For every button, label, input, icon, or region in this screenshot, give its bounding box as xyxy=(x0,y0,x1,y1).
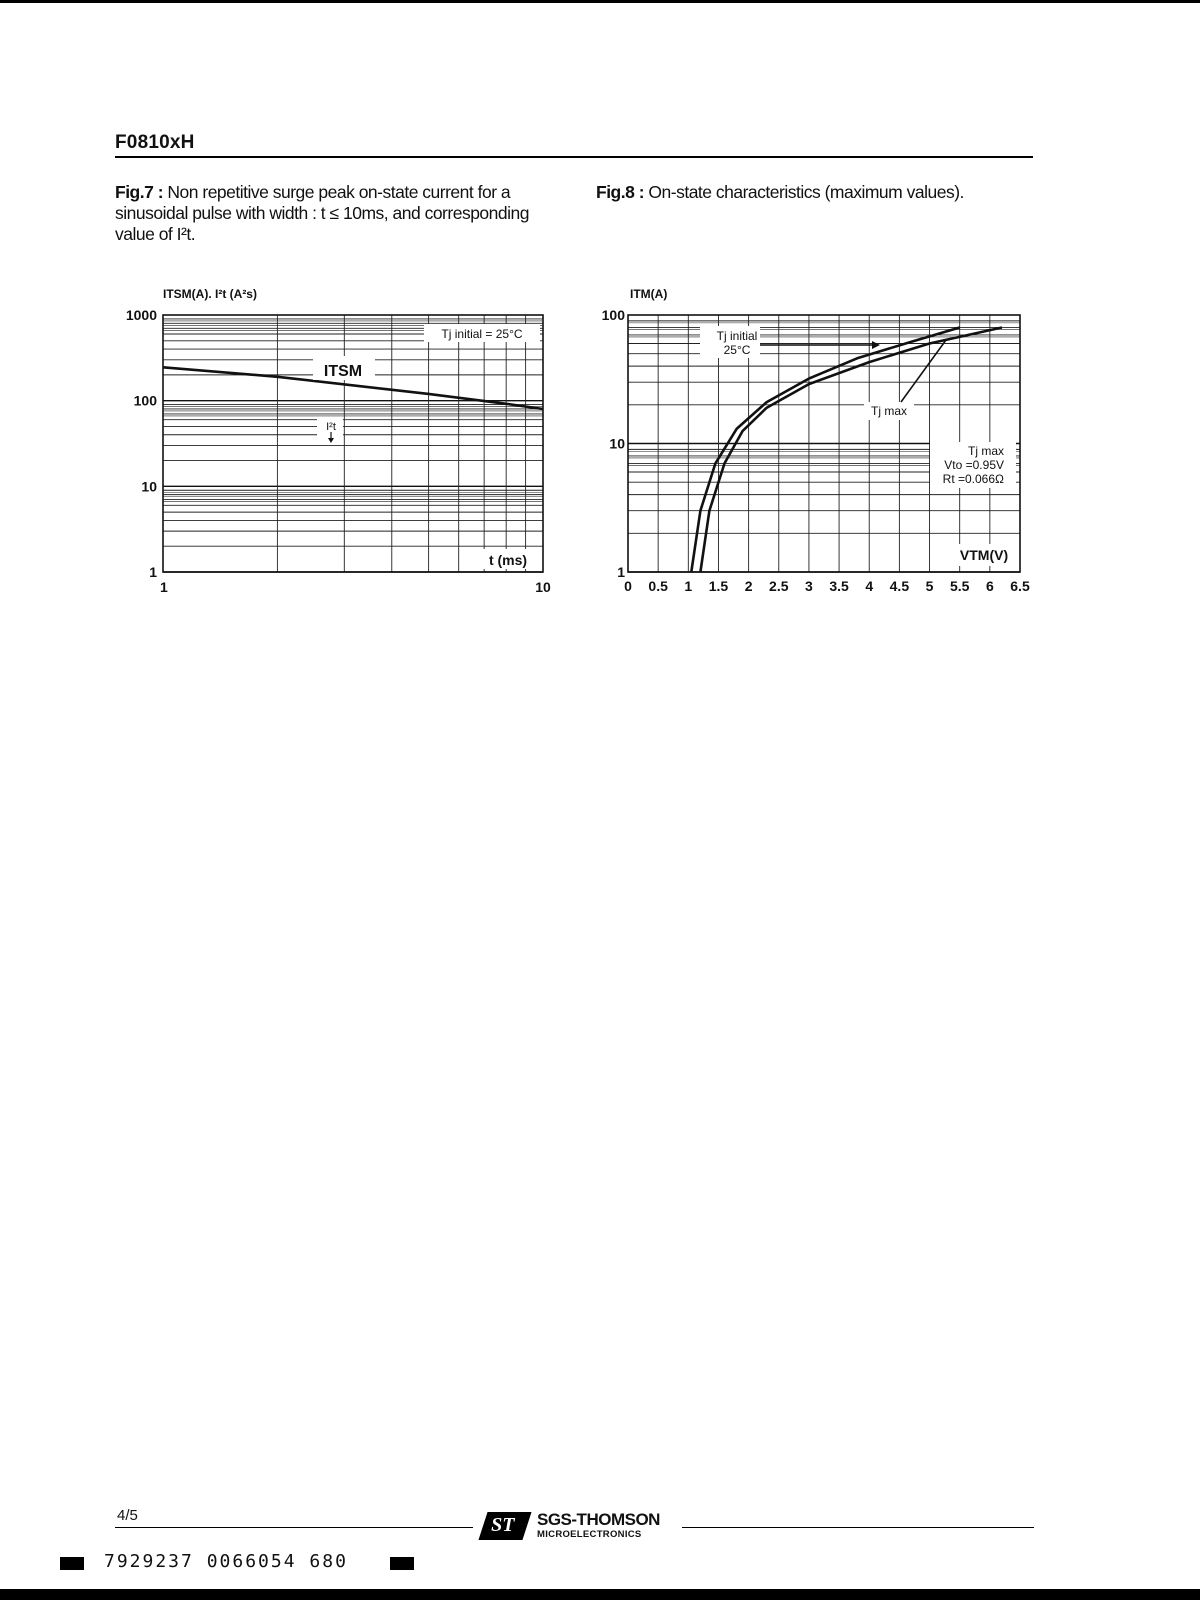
document-title: F0810xH xyxy=(115,132,195,153)
fig7-y-tick-label: 10 xyxy=(141,478,157,495)
fig8-param-rt: Rt =0.066Ω xyxy=(942,472,1004,486)
bottom-border xyxy=(0,1589,1200,1600)
fig8-annot-tj-max: Tj max xyxy=(871,404,907,418)
fig8-x-axis-label: VTM(V) xyxy=(959,547,1009,563)
fig8-y-tick-label: 10 xyxy=(609,435,625,452)
fig8-x-tick-label: 4.5 xyxy=(889,578,910,594)
fig7-y-tick-label: 1000 xyxy=(125,307,157,323)
fig8-x-tick-label: 6.5 xyxy=(1010,578,1030,594)
fig7-text: Non repetitive surge peak on-state current for a sinusoidal pulse with width : t ≤ 10ms, and corresponding value of I²t. xyxy=(115,182,529,244)
fig8-label: Fig.8 : xyxy=(596,182,645,202)
fig8-chart xyxy=(602,287,1030,594)
page-number: 4/5 xyxy=(117,1507,138,1524)
fig8-y-tick-label: 100 xyxy=(601,307,625,323)
logo-company-sub: MICROELECTRONICS xyxy=(537,1529,642,1540)
barcode-mark-right xyxy=(390,1557,414,1570)
logo-company-name: SGS-THOMSON xyxy=(537,1510,660,1529)
footer-rule-right xyxy=(682,1527,1034,1528)
fig7-label: Fig.7 : xyxy=(115,182,164,202)
fig8-annot-25c: 25°C xyxy=(723,343,751,357)
fig8-y-tick-label: 1 xyxy=(617,564,625,580)
fig8-x-tick-label: 1 xyxy=(684,578,693,594)
fig8-annot-tj-initial: Tj initial xyxy=(716,329,758,343)
fig8-x-tick-label: 0 xyxy=(624,578,632,594)
sgs-thomson-logo xyxy=(483,1510,683,1546)
fig7-itsm-label: ITSM xyxy=(323,363,363,380)
footer-rule-left xyxy=(115,1527,473,1528)
fig8-x-tick-label: 1.5 xyxy=(708,578,729,594)
fig8-x-tick-label: 2 xyxy=(744,578,753,594)
fig7-chart xyxy=(126,287,551,595)
fig8-x-tick-label: 3 xyxy=(805,578,813,594)
fig8-annot-arrowhead xyxy=(872,341,880,349)
fig8-x-tick-label: 5 xyxy=(925,578,934,594)
fig8-y-axis-label: ITM(A) xyxy=(630,287,668,301)
document-code: 7929237 0066054 680 xyxy=(104,1551,348,1572)
fig7-x-axis-label: t (ms) xyxy=(488,552,528,568)
fig7-y-axis-label: ITSM(A). I²t (A²s) xyxy=(163,287,257,301)
barcode-mark-left xyxy=(60,1557,84,1570)
fig7-y-tick-label: 100 xyxy=(133,392,157,409)
fig8-x-tick-label: 5.5 xyxy=(949,578,970,594)
fig7-i2t-label: I²t xyxy=(326,421,336,433)
figures-canvas xyxy=(0,0,1200,640)
fig7-x-tick-label: 10 xyxy=(535,579,551,595)
fig8-x-tick-label: 6 xyxy=(985,578,994,594)
fig8-x-tick-label: 2.5 xyxy=(769,578,789,594)
fig8-x-tick-label: 0.5 xyxy=(648,578,668,594)
fig7-y-tick-label: 1 xyxy=(149,564,157,580)
fig7-frame xyxy=(163,315,543,572)
fig7-annot-tj-initial: Tj initial = 25°C xyxy=(441,327,523,341)
st-logo-icon: ST xyxy=(478,1512,531,1540)
fig8-x-tick-label: 3.5 xyxy=(829,578,849,594)
fig8-text: On-state characteristics (maximum values). xyxy=(648,182,964,202)
fig8-x-tick-label: 4 xyxy=(865,578,874,594)
fig8-param-vto: Vto =0.95V xyxy=(944,458,1004,472)
fig8-param-tjmax: Tj max xyxy=(968,444,1004,458)
fig7-x-tick-label: 1 xyxy=(160,579,168,595)
